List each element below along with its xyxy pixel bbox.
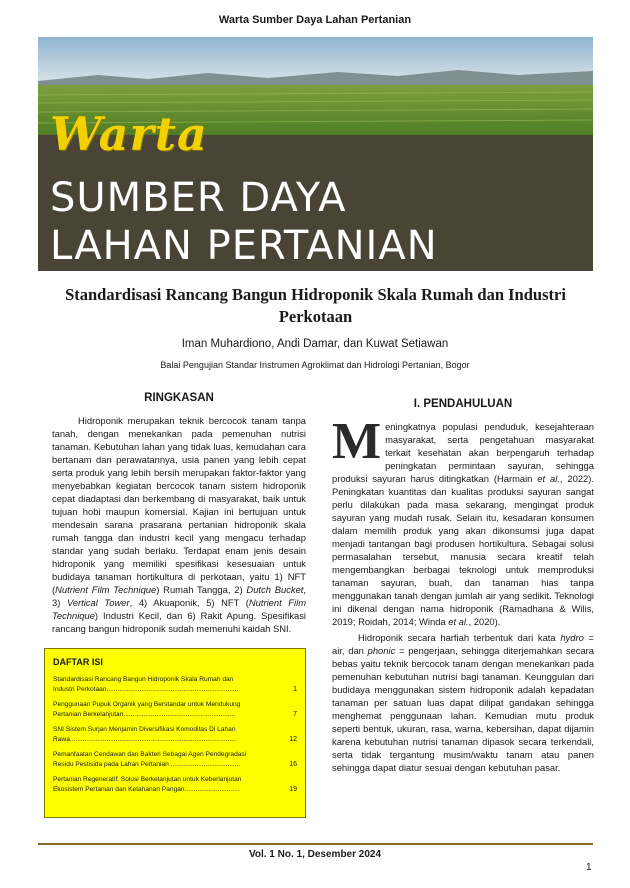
running-header: Warta Sumber Daya Lahan Pertanian [218, 14, 412, 26]
introduction-paragraph-1: Meningkatnya populasi penduduk, kesejahteraan masyarakat, serta pengetahuan masyarakat terkait kesehatan akan berpengaruh terhadap peningkatan permintaan sayuran, sehingga produksi sayuran harus ditingkatkan (Harmain et al., 2022). Peningkatan kuantitas dan kualitas produksi sayuran sangat perlu dilakukan pada masa sekarang, mengingat produk sayuran yang mudah rusak. Selain itu, kesadaran konsumen dalam memilih produk yang akan dikonsumsi juga dapat menjadi tantangan bagi produsen hortikultura. Sebagai solusi permasalahan tersebut, manusia secara kreatif telah mengembangkan berbagai teknologi untuk memproduksi tanaman sayuran, buah, dan tanaman hias tanpa menggunakan tanah dengan jumlah air yang sedikit. Teknologi ini dikenal dengan nama hidroponik (Ramadhana & Wilis, 2019; Roidah, 2014; Winda et al., 2020). [332, 413, 595, 627]
abstract-text: Hidroponik merupakan teknik bercocok tanam tanpa tanah, dengan menekankan pada pemenuhan nutrisi tanaman. Kebutuhan lahan yang tidak luas, kemudahan cara bertanam dan perawatannya, usia panen yang lebih cepat serta produk yang lebih bersih merupakan faktor-faktor yang menyebabkan kegiatan bercocok tanam sistem hidroponik cepat diadaptasi dan berkembang di masyarakat, baik untuk tujuan hobi maupun komersial. Kajian ini bertujuan untuk mendesain sarana prasarana pertanian hidroponik skala rumah tangga dan industri kecil yang mengacu terhadap standar yang sudah berlaku. Terdapat enam jenis desain hidroponik yang memiliki spesifikasi kesesuaian untuk budidaya tanaman hortikultura di perkotaan, yaitu 1) NFT (Nutrient Film Technique) Rumah Tangga, 2) Dutch Bucket, 3) Vertical Tower, 4) Akuaponik, 5) NFT (Nutrient Film Technique) Industri Kecil, dan 6) Rakit Apung. Spesifikasi rancang bangun hidroponik sudah memenuhi kaidah SNI. [52, 415, 307, 634]
toc-entry[interactable]: SNI Sistem Surjan Menjamin Diversifikasi Komoditas Di Lahan Rawa........................................................................................... 12 [53, 726, 297, 743]
table-of-contents [44, 648, 306, 818]
toc-entry[interactable]: Penggunaan Pupuk Organik yang Berstandar untuk Mendukung Pertanian Berkelanjutan............................................................. 7 [53, 701, 297, 718]
page-number: 1 [586, 862, 592, 873]
introduction-heading: I. PENDAHULUAN [413, 398, 513, 410]
toc-entry[interactable]: Pemanfaatan Cendawan dan Bakteri Sebagai Agen Pendegradasi Residu Pestisida pada Lahan Pertanian ...................................... 16 [53, 751, 297, 768]
drop-cap: M [332, 413, 382, 470]
toc-page-number: 12 [289, 735, 297, 743]
introduction-column [332, 398, 594, 774]
article-title: Standardisasi Rancang Bangun Hidroponik Skala Rumah dan Industri Perkotaan [65, 285, 566, 326]
toc-page-number: 1 [293, 685, 297, 693]
toc-heading: DAFTAR ISI [53, 657, 103, 667]
toc-entry[interactable]: Standardisasi Rancang Bangun Hidroponik Skala Rumah dan Industri Perkotaan........................................................................ 1 [53, 676, 297, 693]
masthead-title-line1: SUMBER DAYA [50, 175, 347, 221]
masthead-banner [38, 37, 593, 271]
introduction-paragraph-2: Hidroponik secara harfiah terbentuk dari kata hydro = air, dan phonic = pengerjaan, sehingga diterjemahkan secara bebas yaitu teknik bercocok tanam dengan menekankan pada pemenuhan kebutuhan nutrisi bagi tanaman. Keunggulan dari budidaya menggunakan sistem hidroponik adalah kepadatan tanaman per satuan luas dapat dilipat gandakan sehingga menghemat penggunaan lahan. Kemudian mutu produk seperti bentuk, ukuran, rasa, warna, kebersihan, dapat dijamin karena kebutuhan nutrisi tanaman dipasok secara terkendali, serta tidak tergantung musim/waktu tanam atau panen sehingga dapat diatur sesuai dengan kebutuhan pasar. [332, 632, 595, 773]
toc-page-number: 19 [289, 785, 297, 793]
abstract-column [52, 392, 306, 635]
toc-page-number: 16 [289, 760, 297, 768]
footer-rule [38, 843, 593, 845]
toc-entry[interactable]: Pertanian Regeneratif: Solusi Berkelanjutan untuk Keberlanjutan Ekosistem Pertanian dan Ketahanan Pangan.............................. 19 [53, 776, 297, 793]
abstract-heading: RINGKASAN [144, 392, 214, 404]
article-authors: Iman Muhardiono, Andi Damar, dan Kuwat Setiawan [181, 338, 449, 350]
article-affiliation: Balai Pengujian Standar Instrumen Agroklimat dan Hidrologi Pertanian, Bogor [160, 360, 470, 370]
masthead-script-title: Warta [50, 107, 208, 161]
masthead-title-line2: LAHAN PERTANIAN [50, 223, 438, 269]
footer-volume: Vol. 1 No. 1, Desember 2024 [248, 849, 382, 860]
toc-page-number: 7 [293, 710, 297, 718]
